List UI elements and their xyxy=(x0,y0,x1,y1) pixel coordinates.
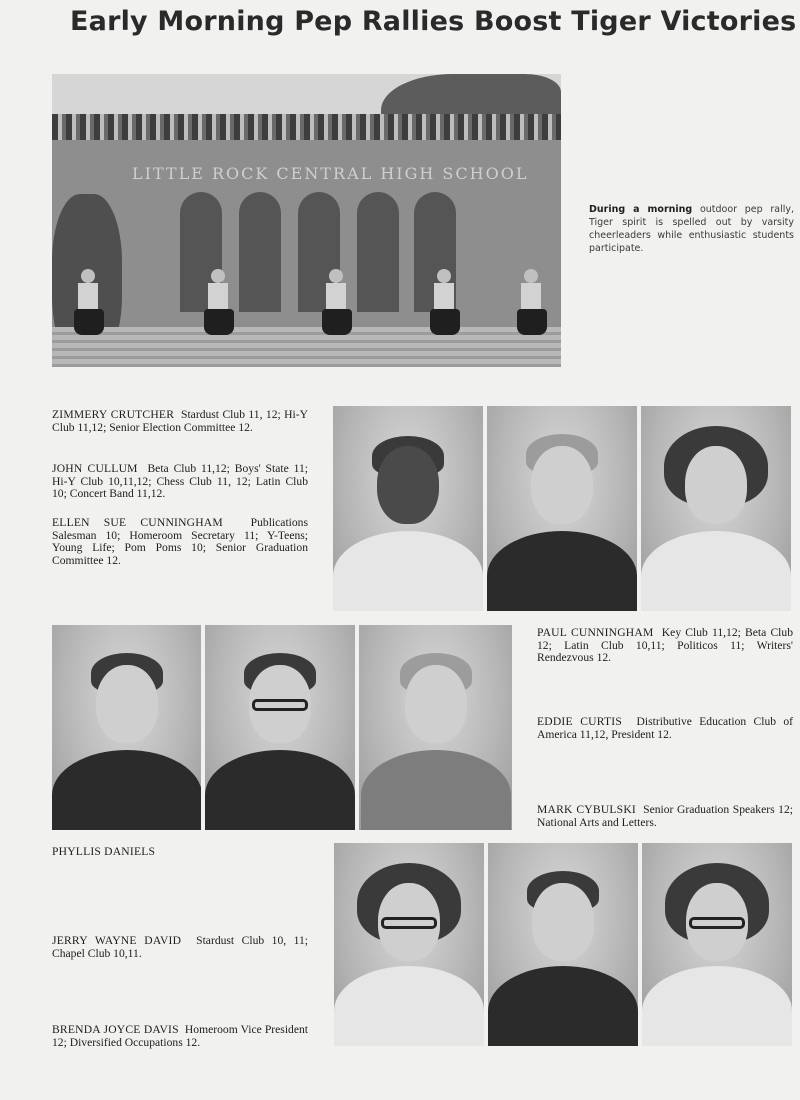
cheerleader xyxy=(430,269,456,349)
senior-name: EDDIE CURTIS xyxy=(537,715,622,728)
cheerleader xyxy=(74,269,100,349)
senior-activities: Stardust Club 10, 11; Chapel Club 10,11. xyxy=(52,934,309,960)
school-name-inscription: LITTLE ROCK CENTRAL HIGH SCHOOL xyxy=(132,164,529,183)
portrait-jerry-wayne-david xyxy=(488,843,638,1046)
caption-text: outdoor pep rally, Tiger spirit is spelled out by varsity cheerleaders while enthusiastic students participate. xyxy=(589,204,794,254)
portrait-eddie-curtis xyxy=(205,625,355,830)
glasses-icon xyxy=(252,699,308,711)
portrait-mark-cybulski xyxy=(359,625,512,830)
senior-activities: Stardust Club 11, 12; Hi-Y Club 11,12; Senior Election Committee 12. xyxy=(52,408,308,434)
portrait-brenda-joyce-davis xyxy=(642,843,792,1046)
senior-name: MARK CYBULSKI xyxy=(537,803,636,816)
senior-activities: Homeroom Vice President 12; Diversified Occupations 12. xyxy=(52,1023,308,1049)
senior-name: PAUL CUNNINGHAM xyxy=(537,626,654,639)
page-title: Early Morning Pep Rallies Boost Tiger Victories xyxy=(70,6,797,37)
senior-name: JERRY WAYNE DAVID xyxy=(52,934,182,947)
senior-activities: Key Club 11,12; Beta Club 12; Latin Club 10,11; Politicos 11; Writers' Rendezvous 12. xyxy=(537,626,793,665)
cheerleader xyxy=(204,269,230,349)
senior-activities: Distributive Education Club of America 11,12, President 12. xyxy=(537,715,793,741)
senior-activities: Publications Salesman 10; Homeroom Secretary 11; Y-Teens; Young Life; Pom Poms 10; Senior Graduation Committee 12. xyxy=(52,516,308,567)
senior-activities: Beta Club 11,12; Boys' State 11; Hi-Y Club 10,11,12; Chess Club 11, 12; Latin Club 10; Concert Band 11,12. xyxy=(52,462,309,501)
glasses-icon xyxy=(381,917,437,929)
senior-entry xyxy=(52,935,308,960)
senior-name: PHYLLIS DANIELS xyxy=(52,845,156,858)
portrait-ellen-sue-cunningham xyxy=(641,406,791,611)
senior-name: JOHN CULLUM xyxy=(52,462,138,475)
glasses-icon xyxy=(689,917,745,929)
pep-rally-photo xyxy=(52,74,561,367)
senior-activities: Senior Graduation Speakers 12; National Arts and Letters. xyxy=(537,803,793,829)
senior-entry xyxy=(537,716,793,741)
cheerleader xyxy=(517,269,543,349)
senior-entry xyxy=(537,627,793,665)
senior-entry xyxy=(52,517,308,567)
senior-entry xyxy=(52,409,308,434)
cheerleader xyxy=(322,269,348,349)
caption-lead: During a morning xyxy=(589,204,693,215)
senior-entry xyxy=(537,804,793,829)
senior-entry xyxy=(52,463,308,501)
portrait-phyllis-daniels xyxy=(334,843,484,1046)
portrait-john-cullum xyxy=(487,406,637,611)
senior-entry xyxy=(52,1024,308,1049)
photo-caption xyxy=(589,203,794,255)
senior-name: BRENDA JOYCE DAVIS xyxy=(52,1023,179,1036)
portrait-zimmery-crutcher xyxy=(333,406,483,611)
senior-name: ELLEN SUE CUNNINGHAM xyxy=(52,516,223,529)
crowd xyxy=(52,114,561,142)
portrait-paul-cunningham xyxy=(52,625,201,830)
senior-entry xyxy=(52,846,308,859)
senior-name: ZIMMERY CRUTCHER xyxy=(52,408,175,421)
